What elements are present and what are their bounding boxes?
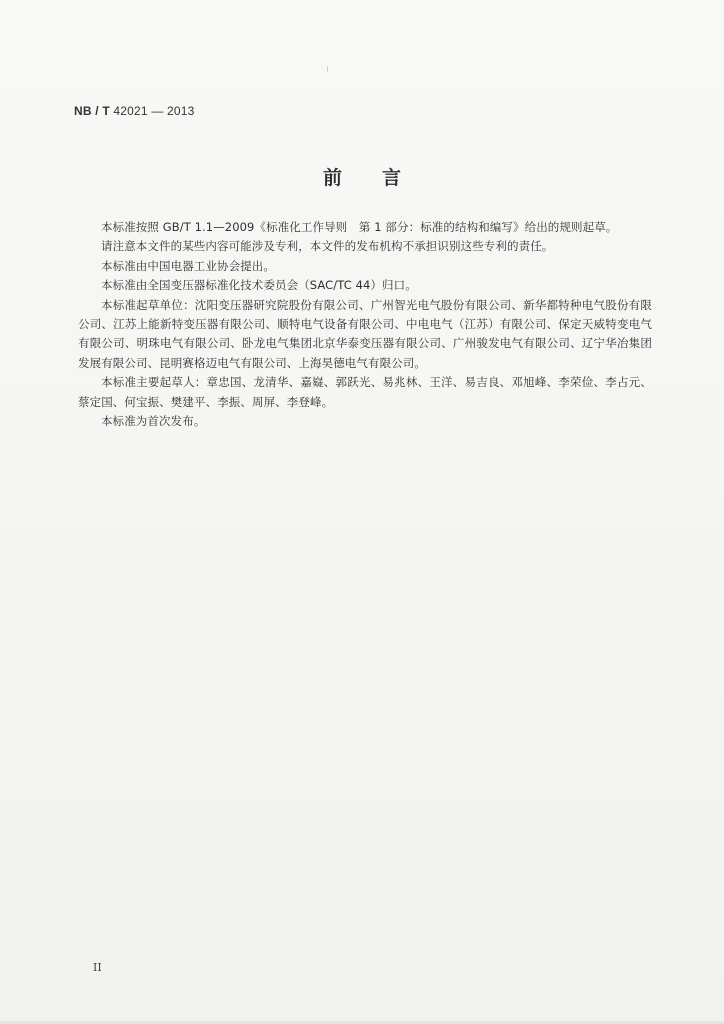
scan-mark <box>327 66 328 72</box>
title-char-2: 言 <box>382 167 402 189</box>
paragraph-patent-notice: 请注意本文件的某些内容可能涉及专利，本文件的发布机构不承担识别这些专利的责任。 <box>101 239 554 254</box>
page-title <box>0 163 724 190</box>
standard-code <box>74 104 195 118</box>
page-number: II <box>93 961 102 974</box>
paragraph-committee: 本标准由全国变压器标准化技术委员会（SAC/TC 44）归口。 <box>101 278 417 293</box>
paragraph-drafting-units: 本标准起草单位：沈阳变压器研究院股份有限公司、广州智光电气股份有限公司、新华都特种电气股份有限公司、江苏上能新特变压器有限公司、顺特电气设备有限公司、中电电气（江苏）有限公司、保定天威特变电气有限公司、明珠电气有限公司、卧龙电气集团北京华泰变压器有限公司、广州骏发电气有限公司、辽宁华冶集团发展有限公司、昆明赛格迈电气有限公司、上海昊德电气有限公司。 <box>78 297 652 370</box>
paragraph-proposer: 本标准由中国电器工业协会提出。 <box>101 258 275 273</box>
title-char-1: 前 <box>322 167 342 189</box>
paragraph-first-release: 本标准为首次发布。 <box>101 414 206 429</box>
foreword-body <box>78 218 652 431</box>
paragraph-drafters: 本标准主要起草人：章忠国、龙清华、嘉嶷、郭跃光、易兆林、王洋、易吉良、邓旭峰、李荣俭、李占元、蔡定国、何宝振、樊建平、李振、周屏、李登峰。 <box>78 375 652 409</box>
standard-code-number: 42021 — 2013 <box>113 104 195 118</box>
paragraph-drafting-rules: 本标准按照 GB/T 1.1—2009《标准化工作导则 第 1 部分：标准的结构和编写》给出的规则起草。 <box>101 220 618 234</box>
standard-code-prefix: NB / T <box>74 104 110 118</box>
